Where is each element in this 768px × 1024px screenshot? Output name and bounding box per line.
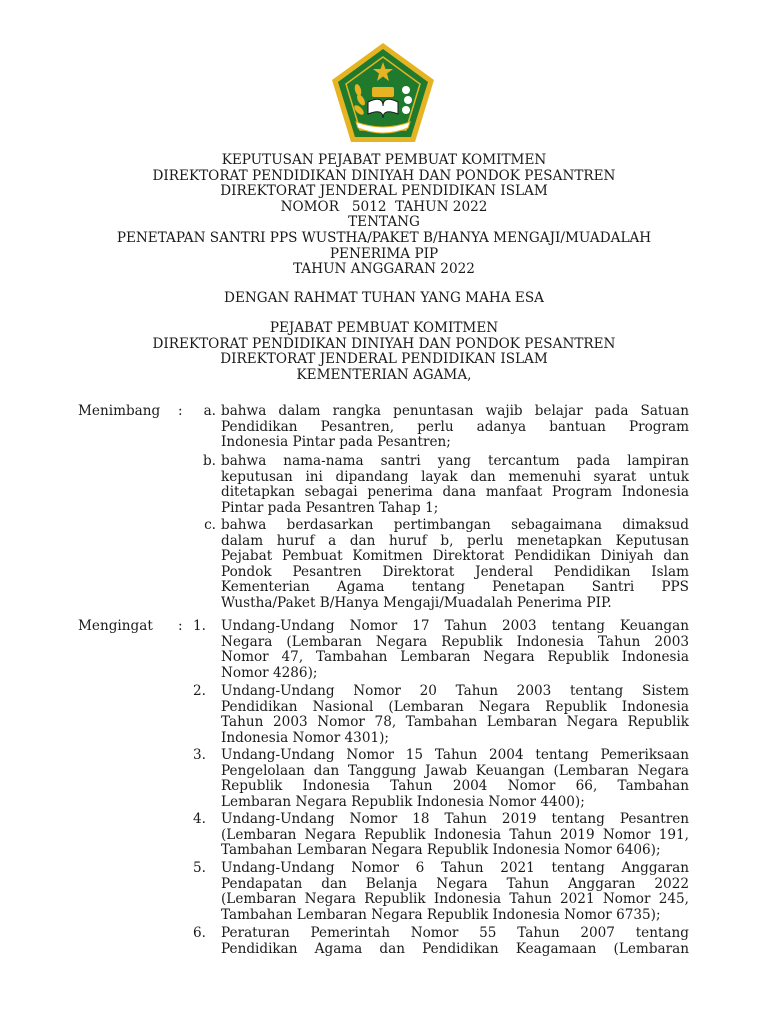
blessing-text: DENGAN RAHMAT TUHAN YANG MAHA ESA <box>224 290 544 306</box>
mengingat-item-6 <box>221 926 689 957</box>
text-line: Undang-Undang Nomor 18 Tahun 2019 tentang Pesantren <box>221 811 689 827</box>
item-marker: 4. <box>193 811 206 827</box>
text-line: Pondok Pesantren Direktorat Jenderal Pendidikan Islam <box>221 563 689 580</box>
text-line: Tambahan Lembaran Negara Republik Indonesia Nomor 6406); <box>221 842 661 859</box>
text-line: keputusan ini dipandang layak dan memenuhi syarat untuk <box>221 468 689 485</box>
decree-title-block <box>0 153 768 278</box>
header-line: TAHUN ANGGARAN 2022 <box>293 261 475 278</box>
text-line: Negara (Lembaran Negara Republik Indonesia Tahun 2003 <box>221 633 689 650</box>
text-line: Pendidikan Pesantren, perlu adanya bantuan Program <box>221 418 689 435</box>
text-line: dalam huruf a dan huruf b, perlu menetapkan Keputusan <box>221 532 689 549</box>
menimbang-label: Menimbang <box>78 403 161 419</box>
text-line: bahwa nama-nama santri yang tercantum pada lampiran <box>221 453 689 469</box>
text-line: Undang-Undang Nomor 20 Tahun 2003 tentang Sistem <box>221 683 689 699</box>
mengingat-item-3 <box>221 748 689 810</box>
official-line: PEJABAT PEMBUAT KOMITMEN <box>269 320 499 336</box>
text-line: Wustha/Paket B/Hanya Mengaji/Muadalah Penerima PIP. <box>221 594 612 611</box>
text-line: Kementerian Agama tentang Penetapan Santri PPS <box>221 579 689 596</box>
text-line: Tambahan Lembaran Negara Republik Indonesia Nomor 6735); <box>221 906 661 923</box>
text-line: bahwa berdasarkan pertimbangan sebagaimana dimaksud <box>221 517 689 533</box>
text-line: Indonesia Pintar pada Pesantren; <box>221 434 451 451</box>
item-marker: b. <box>202 453 216 469</box>
mengingat-colon: : <box>178 618 183 634</box>
blessing-line <box>0 291 768 307</box>
official-line: DIREKTORAT PENDIDIKAN DINIYAH DAN PONDOK PESANTREN <box>152 335 616 352</box>
text-line: Nomor 47, Tambahan Lembaran Negara Republik Indonesia <box>221 649 689 666</box>
menimbang-item-c <box>221 518 689 612</box>
item-marker: c. <box>204 517 216 533</box>
menimbang-colon: : <box>178 403 183 419</box>
official-block <box>0 321 768 383</box>
header-line: NOMOR 5012 TAHUN 2022 <box>280 198 488 215</box>
text-line: Indonesia Nomor 4301); <box>221 729 390 746</box>
item-marker: 3. <box>193 747 206 763</box>
text-line: Pendapatan dan Belanja Negara Tahun Anggaran 2022 <box>221 875 689 892</box>
text-line: Undang-Undang Nomor 17 Tahun 2003 tentang Keuangan <box>221 618 689 634</box>
mengingat-item-5 <box>221 861 689 923</box>
item-marker: 6. <box>193 925 206 941</box>
text-line: (Lembaran Negara Republik Indonesia Tahun 2019 Nomor 191, <box>221 826 689 843</box>
mengingat-item-2 <box>221 684 689 746</box>
text-line: Pendidikan Nasional (Lembaran Negara Republik Indonesia <box>221 698 689 715</box>
item-marker: 5. <box>193 860 206 876</box>
text-line: Pintar pada Pesantren Tahap 1; <box>221 499 439 516</box>
mengingat-item-1 <box>221 619 689 681</box>
kementerian-agama-logo-icon <box>328 40 438 146</box>
menimbang-item-a <box>221 404 689 451</box>
text-line: Republik Indonesia Tahun 2004 Nomor 66, Tambahan <box>221 778 689 795</box>
text-line: Pejabat Pembuat Komitmen Direktorat Pendidikan Diniyah dan <box>221 548 689 565</box>
text-line: Undang-Undang Nomor 6 Tahun 2021 tentang Anggaran <box>221 860 689 876</box>
mengingat-item-4 <box>221 812 689 859</box>
header-line: PENETAPAN SANTRI PPS WUSTHA/PAKET B/HANYA MENGAJI/MUADALAH <box>116 229 652 246</box>
text-line: (Lembaran Negara Republik Indonesia Tahun 2021 Nomor 245, <box>221 891 689 908</box>
mengingat-label: Mengingat <box>78 618 153 634</box>
text-line: Lembaran Negara Republik Indonesia Nomor 4400); <box>221 793 585 810</box>
official-line: DIREKTORAT JENDERAL PENDIDIKAN ISLAM <box>220 351 548 368</box>
official-line: KEMENTERIAN AGAMA, <box>296 366 472 383</box>
header-line: TENTANG <box>348 214 420 231</box>
menimbang-item-b <box>221 454 689 516</box>
header-line: DIREKTORAT JENDERAL PENDIDIKAN ISLAM <box>220 183 548 200</box>
text-line: Peraturan Pemerintah Nomor 55 Tahun 2007 tentang <box>221 925 689 941</box>
text-line: Pendidikan Agama dan Pendidikan Keagamaan (Lembaran <box>221 940 689 957</box>
text-line: Pengelolaan dan Tanggung Jawab Keuangan (Lembaran Negara <box>221 762 689 779</box>
item-marker: 2. <box>193 683 206 699</box>
text-line: bahwa dalam rangka penuntasan wajib belajar pada Satuan <box>221 403 689 419</box>
header-line: KEPUTUSAN PEJABAT PEMBUAT KOMITMEN <box>221 152 547 168</box>
text-line: ditetapkan sebagai penerima dana manfaat Program Indonesia <box>221 484 689 501</box>
header-line: DIREKTORAT PENDIDIKAN DINIYAH DAN PONDOK PESANTREN <box>152 167 616 184</box>
item-marker: 1. <box>193 618 206 634</box>
item-marker: a. <box>203 403 216 419</box>
header-line: PENERIMA PIP <box>329 245 439 262</box>
text-line: Undang-Undang Nomor 15 Tahun 2004 tentang Pemeriksaan <box>221 747 689 763</box>
text-line: Tahun 2003 Nomor 78, Tambahan Lembaran Negara Republik <box>221 714 689 731</box>
text-line: Nomor 4286); <box>221 664 318 681</box>
